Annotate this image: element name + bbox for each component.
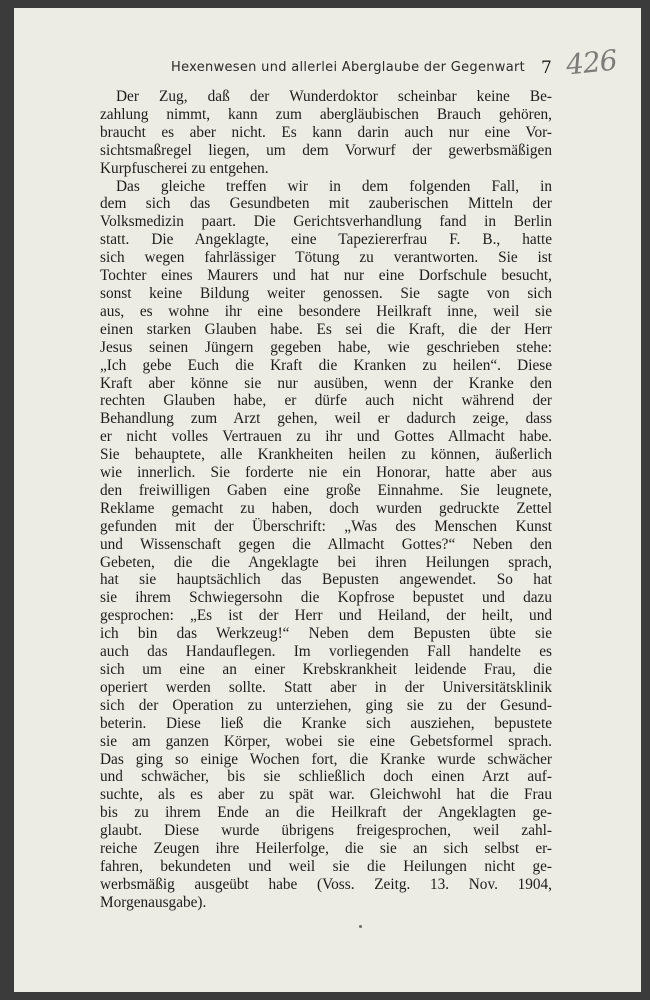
text-line: hat sie hauptsächlich das Bepusten angewendet. So hat [100,571,552,589]
text-line: zahlung nimmt, kann zum abergläubischen Brauch gehören, [100,105,552,123]
text-line: sonst keine Bildung weiter genossen. Sie sagte von sich [100,284,552,302]
text-line: auch das Handauflegen. Im vorliegenden Fall handelte es [100,643,552,661]
text-line: ich bin das Werkzeug!“ Neben dem Bepusten übte sie [100,625,552,643]
text-line: braucht es aber nicht. Es kann darin auch nur eine Vor- [100,123,552,141]
text-line: Kurpfuscherei zu entgehen. [100,159,269,177]
text-line: Der Zug, daß der Wunderdoktor scheinbar keine Be- [116,88,552,105]
text-line: werbsmäßig ausgeübt habe (Voss. Zeitg. 13. Nov. 1904, [100,875,552,893]
text-line: dem sich das Gesundbeten mit zauberischen Mitteln der [100,195,552,213]
text-line: „Ich gebe Euch die Kraft die Kranken zu heilen“. Diese [100,356,552,374]
book-page [14,8,641,992]
page-number: 7 [541,58,552,78]
text-line: Kraft aber könne sie nur ausüben, wenn der Kranke den [100,374,552,392]
handwritten-folio-number: 426 [564,43,619,82]
text-line: sie am ganzen Körper, wobei sie eine Gebetsformel sprach. [100,732,552,750]
text-line: er nicht volles Vertrauen zu ihr und Gottes Allmacht habe. [100,428,552,446]
body-text [100,88,552,912]
text-line: Behandlung zum Arzt gehen, weil er dadurch zeige, dass [100,410,552,428]
text-line: statt. Die Angeklagte, eine Tapeziererfrau F. B., hatte [100,231,552,249]
running-title: Hexenwesen und allerlei Aberglaube der Gegenwart [171,60,526,75]
text-line: fahren, bekundeten und weil sie die Heilungen nicht ge- [100,857,552,875]
text-line: sich wegen fahrlässiger Tötung zu verantworten. Sie ist [100,249,552,267]
text-line: sich der Operation zu unterziehen, ging sie zu der Gesund- [100,696,552,714]
text-line: Gebeten, die die Angeklagte bei ihren Heilungen sprach, [100,553,552,571]
text-line: Sie behauptete, alle Krankheiten heilen zu können, äußerlich [100,446,552,464]
text-line: bis zu ihrem Ende an die Heilkraft der Angeklagten ge- [100,804,552,822]
text-line: suchte, als es aber zu spät war. Gleichwohl hat die Frau [100,786,552,804]
printing-mark [359,925,362,928]
text-line: Jesus seinen Jüngern gegeben habe, wie geschrieben stehe: [100,338,552,356]
text-line: wie innerlich. Sie forderte nie ein Honorar, hatte aber aus [100,464,552,482]
text-line: reiche Zeugen ihre Heilerfolge, die sie an sich selbst er- [100,840,552,858]
text-line: sichtsmaßregel liegen, um dem Vorwurf der gewerbsmäßigen [100,141,552,159]
text-line: beterin. Diese ließ die Kranke sich ausziehen, bepustete [100,714,552,732]
text-line: Volksmedizin paart. Die Gerichtsverhandlung fand in Berlin [100,213,552,231]
text-line: glaubt. Diese wurde übrigens freigesprochen, weil zahl- [100,822,552,840]
text-line: sich um eine an einer Krebskrankheit leidende Frau, die [100,661,552,678]
text-line: den freiwilligen Gaben eine große Einnahme. Sie leugnete, [100,481,552,499]
text-line: gesprochen: „Es ist der Herr und Heiland, der heilt, und [100,607,552,625]
text-line: gefunden mit der Überschrift: „Was des Menschen Kunst [100,517,552,535]
text-line: rechten Glauben habe, er dürfe auch nicht während der [100,392,552,410]
text-line: aus, es wohne ihr eine besondere Heilkraft inne, weil sie [100,302,552,320]
text-line: und Wissenschaft gegen die Allmacht Gottes?“ Neben den [100,535,552,553]
text-line: Tochter eines Maurers und hat nur eine Dorfschule besucht, [100,267,552,285]
text-line: Reklame gemacht zu haben, doch wurden gedruckte Zettel [100,499,552,517]
text-line: einen starken Glauben habe. Es sei die Kraft, die der Herr [100,320,552,338]
text-line: sie ihrem Schwiegersohn die Kopfrose bepustet und dazu [100,589,552,607]
text-line: und schwächer, bis sie schließlich doch einen Arzt auf- [100,768,552,786]
text-line: Das ging so einige Wochen fort, die Kranke wurde schwächer [100,750,552,768]
text-line: Morgenausgabe). [100,893,207,911]
page-header [14,43,641,82]
text-line: operiert werden sollte. Statt aber in der Universitätsklinik [100,678,552,696]
text-line: Das gleiche treffen wir in dem folgenden Fall, in [116,177,552,195]
